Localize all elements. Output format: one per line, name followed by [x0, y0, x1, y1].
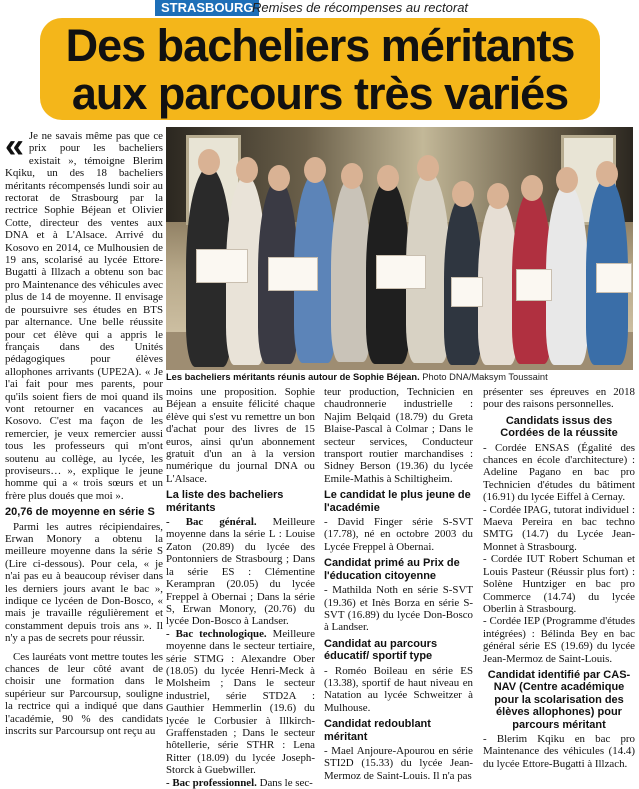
headline-box	[40, 18, 600, 120]
kicker-subtitle: Remises de récompenses au rectorat	[252, 0, 469, 15]
article-column-2	[166, 386, 315, 789]
paragraph-anjoure: - Mael Anjoure-Apourou en série STI2D (15.33) du lycée Jean-Mermoz de Saint-Louis. Il n'a pas	[324, 744, 473, 782]
paragraph-noth: - Mathilda Noth en série S-SVT (19.36) et Inès Borza en série S-SVT (16.89) du lycée Don-Bosco à Landser.	[324, 584, 473, 634]
group-photo	[166, 127, 633, 370]
paragraph-production: teur production, Technicien en chaudronnerie industrielle : Najim Belqaid (18.79) du Greta Blaise-Pascal à Colmar ; Dans le secteur services, Conducteur transport routier marchandises : Sidney Berson (19.36) du lycée Emile-Mathis à Schiltigheim.	[324, 386, 473, 485]
paragraph-finger: - David Finger série S-SVT (17.78), né en octobre 2003 du Lycée Freppel à Obernai.	[324, 516, 473, 553]
headline-line-2: aux parcours très variés	[71, 68, 569, 119]
section-tag: STRASBOURG	[155, 0, 259, 16]
paragraph-bac-general: - Bac général. Meilleure moyenne dans la série L : Louise Zaton (20.89) du lycée des Pontonniers de Strasbourg ; Dans la série ES : Clémentine Kerampran (20.05) du lycée Freppel à Obernai ; Dans la série S, Erwan Monory, (20.76) du lycée Don-Bosco à Landser.	[166, 516, 315, 628]
paragraph-kqiku: - Blerim Kqiku en bac pro Maintenance des véhicules (14.4) du lycée Ettore-Bugatti à Illzach.	[483, 732, 635, 770]
paragraph-bac-techno: - Bac technologique. Meilleure moyenne dans le secteur tertiaire, série STMG : Alexandre Ober (18.05) du lycée Henri-Meck à Molsheim ; Dans le secteur industriel, série STD2A : Gauthier Hemmerlin (19.6) du lycée le Corbusier à Illkirch-Graffenstaden ; Dans le secteur hôtellerie, série STHR : Lena Ritter (18.09) du lycée Joseph-Storck à Guebwiller.	[166, 627, 315, 777]
paragraph-iep: - Cordée IEP (Programme d'études intégrées) : Bélinda Bey en bac général série ES (19.69) du lycée Jean-Mermoz de Saint-Louis.	[483, 615, 635, 665]
kicker-bar	[0, 0, 639, 18]
headline-line-1: Des bacheliers méritants	[65, 20, 575, 71]
subheading-plus-jeune: Le candidat le plus jeune de l'académie	[324, 489, 471, 514]
paragraph-epreuves: présenter ses épreuves en 2018 pour des raisons personnelles.	[483, 386, 635, 411]
paragraph-boileau: - Roméo Boileau en série ES (13.38), sportif de haut niveau en Natation au lycée Schweitzer à Mulhouse.	[324, 664, 473, 714]
subheading-casnav: Candidat identifié par CAS-NAV (Centre académique pour la scolarisation des élèves allophones) pour parcours méritant	[487, 668, 631, 731]
intro-text: Je ne savais même pas que ce prix pour les bacheliers existait », témoigne Blerim Kqiku, un des 18 bacheliers méritants récompensés lundi soir au rectorat de Strasbourg par la rectrice Sophie Béjean et Olivier Cotte, directeur des ventes aux DNA et à L'Alsace. Arrivé du Kosovo en 2014, ce Mulhousien de 19 ans, scolarisé au lycée Ettore-Bugatti à Illzach a obtenu son bac pro Maintenance des véhicules avec plus de 14 de moyenne. Il envisage de poursuivre ses études en BTS par alternance. Une belle réussite pour cet élève qui a appris le français dans des Unités pédagogiques pour élèves allophones arrivants (UPE2A). « Je l'ai fait pour mes parents, pour qu'ils soient fiers de moi quand ils vont retourner en vacances au Kosovo. C'est ma façon de les remercier, je veux remercier aussi tous les professeurs qui m'ont soutenu au collège, au lycée, les proviseurs… », explique le jeune homme qui a « trois sœurs et un frère plus doués que moi ».	[5, 130, 163, 502]
caption-text: Les bacheliers méritants réunis autour de Sophie Béjean.	[166, 372, 420, 382]
subheading-liste: La liste des bacheliers méritants	[166, 489, 284, 514]
paragraph-ipag: - Cordée IPAG, tutorat individuel : Maeva Pereira en bac techno SMTG (14.7) du Lycée Jean-Monnet à Strasbourg.	[483, 503, 635, 553]
paragraph-laureats: Ces lauréats vont mettre toutes les chances de leur côté avant de choisir une formation dans le supérieur sur Parcoursup, souligne la rectrice qui a indiqué que dans l'académie, 90 % des candidats inscrits sur Parcoursup ont reçu au	[5, 650, 163, 738]
subheading-redoublant: Candidat redoublant méritant	[324, 718, 431, 743]
intro-paragraph	[5, 127, 163, 502]
article-column-1	[5, 127, 163, 738]
photo-credit: Photo DNA/Maksym Toussaint	[422, 372, 548, 382]
paragraph-iut: - Cordée IUT Robert Schuman et Louis Pasteur (Réussir plus fort) : Solène Huntziger en bac pro Commerce (14.74) du lycée Oberlin à Strasbourg.	[483, 553, 635, 615]
subheading-sportif: Candidat au parcours éducatif/ sportif type	[324, 637, 438, 663]
photo-caption	[166, 371, 633, 384]
subheading-citoyenne: Candidat primé au Prix de l'éducation citoyenne	[324, 557, 460, 582]
article-column-3	[324, 386, 473, 782]
dropcap-quote: «	[5, 127, 24, 165]
subheading-moyenne: 20,76 de moyenne en série S	[5, 506, 155, 519]
paragraph-proposition: moins une proposition. Sophie Béjean a ensuite félicité chaque élève qui s'est vu remettre un bon d'achat pour des livres de 15 euros, ainsi qu'un abonnement gratuit d'un an à la version numérique du journal DNA ou L'Alsace.	[166, 386, 315, 485]
paragraph-bac-pro: - Bac professionnel. Dans le sec-	[166, 776, 313, 789]
paragraph-recipiendaires: Parmi les autres récipiendaires, Erwan Monory a obtenu la meilleure moyenne dans la série S (Lire ci-dessous). Pour cela, « je n'ai pas eu à beaucoup réviser dans les derniers jours avant le bac », indique ce lycéen de Don-Bosco, « mais je travaille régulièrement et constamment depuis trois ans ». Il n'y a pas de secrets pour réussir.	[5, 520, 163, 645]
subheading-cordees: Candidats issus des Cordées de la réussite	[500, 414, 618, 440]
paragraph-ensas: - Cordée ENSAS (Égalité des chances en école d'architecture) : Adeline Pagano en bac pro Technicien d'études du bâtiment (16.91) du lycée Eiffel à Cernay.	[483, 441, 635, 504]
article-column-4	[483, 386, 635, 770]
